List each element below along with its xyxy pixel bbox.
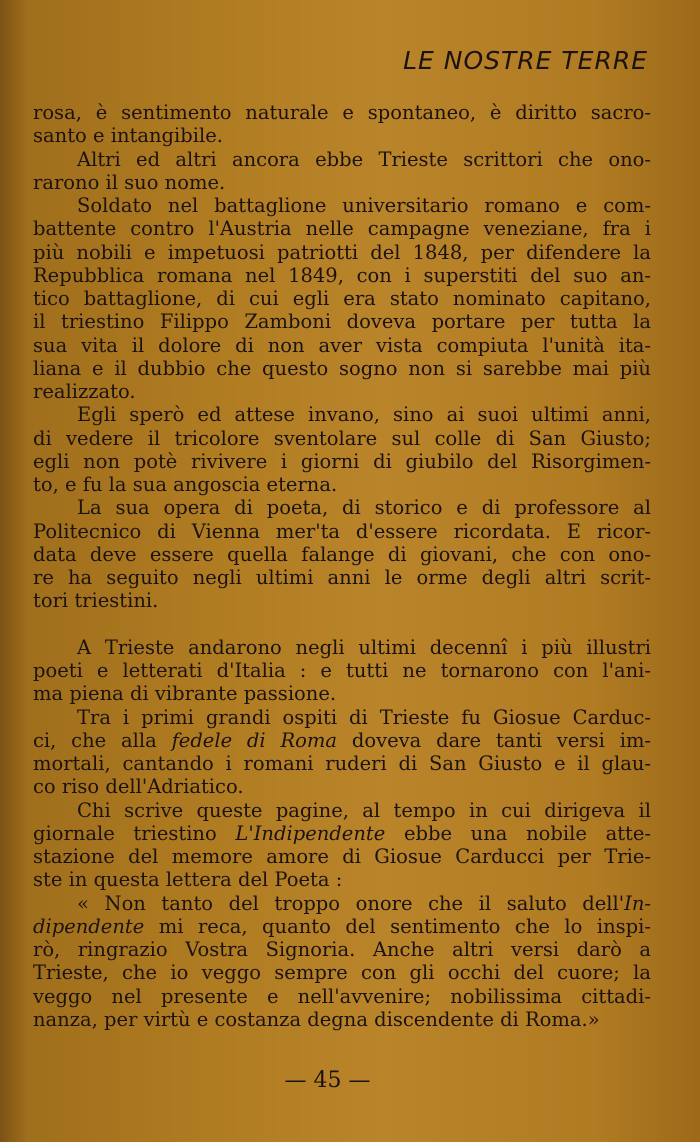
text-line: realizzato. (33, 380, 136, 403)
text-segment: doveva dare tanti versi im- (351, 728, 652, 752)
text-segment: ebbe una nobile atte- (403, 821, 651, 845)
italic-title: L'Indipendente (235, 821, 386, 845)
text-line: liana e il dubbio che questo sogno non si sarebbe mai più (33, 356, 651, 380)
text-line: Repubblica romana nel 1849, con i superstiti del suo an- (33, 263, 651, 287)
text-line (33, 915, 651, 938)
text-line: sua vita il dolore di non aver vista compiuta l'unità ita- (33, 333, 651, 357)
text-line: ma piena di vibrante passione. (33, 682, 337, 706)
text-line: to, e fu la sua angoscia eterna. (33, 473, 338, 496)
text-line: veggo nel presente e nell'avvenire; nobilissima cittadi- (33, 984, 651, 1008)
running-header: LE NOSTRE TERRE (403, 46, 648, 75)
text-line: data deve essere quella falange di giovani, che con ono- (33, 542, 651, 566)
text-line: tico battaglione, di cui egli era stato nominato capitano, (33, 287, 651, 310)
text-line: più nobili e impetuosi patriotti del 1848, per difendere la (33, 240, 651, 264)
text-line: rarono il suo nome. (33, 170, 226, 194)
text-line: Trieste, che io veggo sempre con gli occhi del cuore; la (33, 961, 651, 985)
text-line: Chi scrive queste pagine, al tempo in cui dirigeva il (77, 798, 651, 822)
text-line (33, 822, 651, 845)
text-segment: giornale triestino (33, 821, 217, 845)
text-line: Altri ed altri ancora ebbe Trieste scrittori che ono- (77, 147, 651, 171)
text-line: A Trieste andarono negli ultimi decennî i più illustri (77, 635, 651, 659)
text-line: co riso dell'Adriatico. (33, 775, 244, 799)
italic-title: In- (624, 891, 651, 915)
text-line (33, 892, 651, 915)
italic-title: fedele di Roma (171, 728, 338, 752)
text-line: mortali, cantando i romani ruderi di San Giusto e il glau- (33, 752, 651, 775)
text-segment: mi reca, quanto del sentimento che lo inspi- (158, 914, 651, 938)
text-segment: ci, che alla (33, 728, 157, 752)
text-line: rosa, è sentimento naturale e spontaneo, è diritto sacro- (33, 101, 651, 124)
text-line: battente contro l'Austria nelle campagne veneziane, fra i (33, 217, 651, 241)
text-line: Egli sperò ed attese invano, sino ai suoi ultimi anni, (77, 403, 651, 427)
text-line: Politecnico di Vienna mer'ta d'essere ricordata. E ricor- (33, 519, 651, 543)
italic-title: dipendente (33, 914, 145, 938)
text-line: Tra i primi grandi ospiti di Trieste fu Giosue Carduc- (77, 705, 651, 729)
text-line: ste in questa lettera del Poeta : (33, 868, 343, 892)
text-line: re ha seguito negli ultimi anni le orme degli altri scrit- (33, 566, 651, 589)
text-line: Soldato nel battaglione universitario romano e com- (77, 194, 651, 217)
text-line (33, 729, 651, 752)
page-number: — 45 — (284, 1068, 371, 1093)
body-text (33, 101, 651, 1031)
section-break (33, 613, 651, 636)
text-line: tori triestini. (33, 589, 159, 613)
text-line: egli non potè rivivere i giorni di giubilo del Risorgimen- (33, 449, 651, 473)
text-line: rò, ringrazio Vostra Signoria. Anche altri versi darò a (33, 938, 651, 961)
text-line: il triestino Filippo Zamboni doveva portare per tutta la (33, 310, 651, 334)
text-segment: « Non tanto del troppo onore che il saluto dell' (77, 891, 625, 915)
text-line: La sua opera di poeta, di storico e di professore al (77, 496, 651, 520)
text-line: santo e intangibile. (33, 124, 223, 148)
text-line: stazione del memore amore di Giosue Carducci per Trie- (33, 845, 651, 868)
text-line: di vedere il tricolore sventolare sul colle di San Giusto; (33, 426, 651, 450)
text-line: nanza, per virtù e costanza degna discendente di Roma.» (33, 1007, 600, 1031)
text-line: poeti e letterati d'Italia : e tutti ne tornarono con l'ani- (33, 659, 651, 682)
